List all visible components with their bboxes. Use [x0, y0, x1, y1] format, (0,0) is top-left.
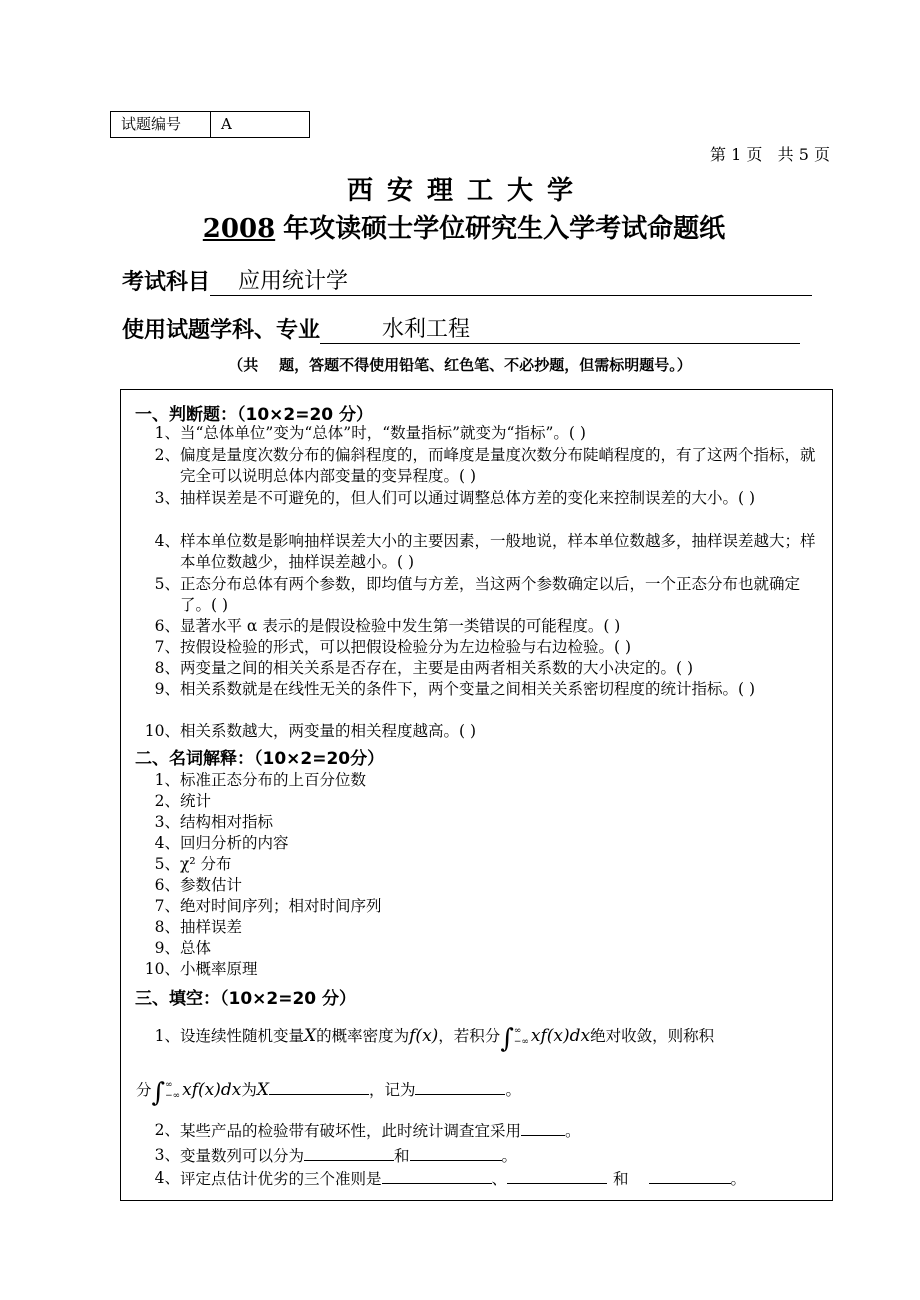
item-text: 正态分布总体有两个参数，即均值与方差，当这两个参数确定以后，一个正态分布也就确定了。( ) [180, 575, 801, 614]
list-item [144, 1168, 824, 1190]
integral-limits [514, 1026, 529, 1048]
list-item [144, 445, 824, 487]
exam-year: 2008 [202, 214, 276, 244]
list-item [144, 770, 824, 791]
blank-line[interactable] [521, 1120, 565, 1136]
list-item [144, 875, 824, 896]
blank-line[interactable] [269, 1079, 369, 1095]
q1-var: X [304, 1026, 317, 1046]
blank-line[interactable] [382, 1168, 492, 1184]
blank-line[interactable] [415, 1079, 505, 1095]
section2-title: 二、名词解释：（10×2=20分） [135, 749, 385, 769]
blank-line[interactable] [410, 1145, 502, 1161]
item-text: 统计 [180, 792, 212, 810]
section3-title: 三、填空：（10×2=20 分） [135, 989, 357, 1009]
item-num: 8、 [154, 659, 180, 677]
item-num: 1、 [154, 424, 180, 442]
item-num: 1、 [154, 1027, 180, 1045]
item-num: 5、 [154, 855, 180, 873]
q1-integrand: xf(x)dx [182, 1080, 242, 1100]
list-item [144, 574, 824, 616]
item-num: 3、 [154, 813, 180, 831]
q4-end: 。 [730, 1170, 747, 1188]
page-info: 第 1 页 共 5 页 [710, 145, 830, 164]
major-value: 水利工程 [320, 312, 800, 344]
item-text: 样本单位数是影响抽样误差大小的主要因素，一般地说，样本单位数越多，抽样误差越大；样本单位数越少，抽样误差越小。( ) [180, 532, 816, 571]
list-item [144, 531, 824, 573]
item-num: 10、 [144, 722, 180, 740]
item-num: 2、 [154, 1121, 180, 1139]
exam-title [0, 208, 920, 245]
item-text: χ² 分布 [180, 855, 232, 873]
item-text: 回归分析的内容 [180, 834, 289, 852]
item-text: 标准正态分布的上百分位数 [180, 771, 367, 789]
subject-value: 应用统计学 [210, 264, 812, 296]
item-text: 总体 [180, 939, 212, 957]
item-num: 4、 [154, 834, 180, 852]
list-item [144, 721, 824, 742]
q1-text-3: ，若积分 [438, 1027, 501, 1045]
q4-mid2: 和 [613, 1170, 629, 1188]
item-num: 6、 [154, 876, 180, 894]
item-text [180, 1120, 824, 1142]
item-num: 6、 [154, 617, 180, 635]
item-text: 偏度是量度次数分布的偏斜程度的，而峰度是量度次数分布陡峭程度的，有了这两个指标，就完全可以说明总体内部变量的变异程度。( ) [180, 446, 816, 485]
item-text: 两变量之间的相关关系是否存在，主要是由两者相关系数的大小决定的。( ) [180, 659, 694, 677]
item-num: 9、 [154, 939, 180, 957]
list-item [144, 1022, 824, 1053]
exam-title-text: 年攻读硕士学位研究生入学考试命题纸 [283, 214, 726, 244]
integral-limits [165, 1080, 180, 1102]
q4-text: 评定点估计优劣的三个准则是 [180, 1170, 382, 1188]
q1-fx: f(x) [409, 1026, 439, 1046]
exam-code-box [110, 111, 310, 138]
q1-text-4: 绝对收敛，则称积 [590, 1027, 715, 1045]
item-text: 按假设检验的形式，可以把假设检验分为左边检验与右边检验。( ) [180, 638, 632, 656]
list-item [144, 658, 824, 679]
q3-text: 变量数列可以分为 [180, 1147, 305, 1165]
blank-line[interactable] [649, 1168, 731, 1184]
list-item [144, 791, 824, 812]
list-item [144, 959, 824, 980]
list-item [144, 896, 824, 917]
item-num: 8、 [154, 918, 180, 936]
item-text: 小概率原理 [180, 960, 258, 978]
item-num: 7、 [154, 897, 180, 915]
item-text: 抽样误差是不可避免的，但人们可以通过调整总体方差的变化来控制误差的大小。( ) [180, 489, 756, 507]
q1-continuation [136, 1076, 521, 1107]
item-num: 5、 [154, 575, 180, 593]
q3-mid: 和 [394, 1147, 410, 1165]
item-num: 1、 [154, 771, 180, 789]
blank-line[interactable] [304, 1145, 394, 1161]
list-item [144, 616, 824, 637]
limit-upper: ∞ [513, 1026, 522, 1036]
q3-end: 。 [501, 1147, 518, 1165]
item-num: 4、 [154, 532, 180, 550]
list-item [144, 488, 824, 509]
q2-end: 。 [565, 1122, 581, 1140]
item-text: 绝对时间序列；相对时间序列 [180, 897, 382, 915]
item-num: 2、 [154, 792, 180, 810]
item-num: 2、 [154, 446, 180, 464]
q1-text-1: 设连续性随机变量 [180, 1027, 305, 1045]
item-text [180, 1145, 824, 1167]
item-num: 7、 [154, 638, 180, 656]
item-num: 10、 [144, 960, 180, 978]
list-item [144, 637, 824, 658]
q1-text-7: ，记为 [368, 1081, 416, 1099]
list-item [144, 854, 824, 875]
item-num: 3、 [154, 489, 180, 507]
blank-line[interactable] [507, 1168, 607, 1184]
q1-text-2: 的概率密度为 [316, 1027, 410, 1045]
exam-code-value: A [221, 115, 232, 133]
section1-title: 一、判断题：（10×2=20 分） [135, 405, 374, 425]
q1-integrand: xf(x)dx [530, 1026, 591, 1046]
q2-text: 某些产品的检验带有破坏性，此时统计调查宜采用 [180, 1122, 522, 1140]
q1-text-5: 分 [136, 1081, 152, 1099]
limit-lower: −∞ [513, 1037, 529, 1047]
item-text [180, 1022, 824, 1053]
major-row [122, 312, 800, 344]
item-text: 显著水平 α 表示的是假设检验中发生第一类错误的可能程度。( ) [180, 617, 621, 635]
list-item [144, 812, 824, 833]
list-item [144, 938, 824, 959]
item-text [180, 1168, 824, 1190]
list-item [144, 1120, 824, 1142]
q1-text-8: 。 [505, 1081, 521, 1099]
item-text: 相关系数就是在线性无关的条件下，两个变量之间相关关系密切程度的统计指标。( ) [180, 680, 756, 698]
list-item [144, 679, 824, 700]
notice: （共 题，答题不得使用铅笔、红色笔、不必抄题，但需标明题号。） [228, 356, 692, 374]
major-label: 使用试题学科、专业 [122, 318, 321, 343]
q4-mid1: 、 [491, 1170, 508, 1188]
item-text: 参数估计 [180, 876, 243, 894]
integral-icon: ∫ [500, 1024, 514, 1054]
university-name: 西安理工大学 [346, 176, 587, 206]
limit-lower: −∞ [165, 1091, 181, 1101]
exam-code-label: 试题编号 [111, 112, 211, 137]
item-num: 3、 [154, 1146, 180, 1164]
subject-label: 考试科目 [122, 270, 211, 295]
list-item [144, 423, 824, 444]
item-num: 9、 [154, 680, 180, 698]
item-text: 相关系数越大，两变量的相关程度越高。( ) [180, 722, 477, 740]
list-item [144, 1145, 824, 1167]
item-num: 4、 [154, 1169, 180, 1187]
item-text: 结构相对指标 [180, 813, 274, 831]
limit-upper: ∞ [165, 1080, 173, 1090]
subject-row [122, 264, 812, 296]
list-item [144, 833, 824, 854]
item-text: 抽样误差 [180, 918, 243, 936]
integral-icon: ∫ [151, 1078, 166, 1108]
item-text: 当“总体单位”变为“总体”时，“数量指标”就变为“指标”。( ) [180, 424, 586, 442]
list-item [144, 917, 824, 938]
q1-text-6: 为 [241, 1081, 257, 1099]
q1-var: X [256, 1080, 269, 1100]
